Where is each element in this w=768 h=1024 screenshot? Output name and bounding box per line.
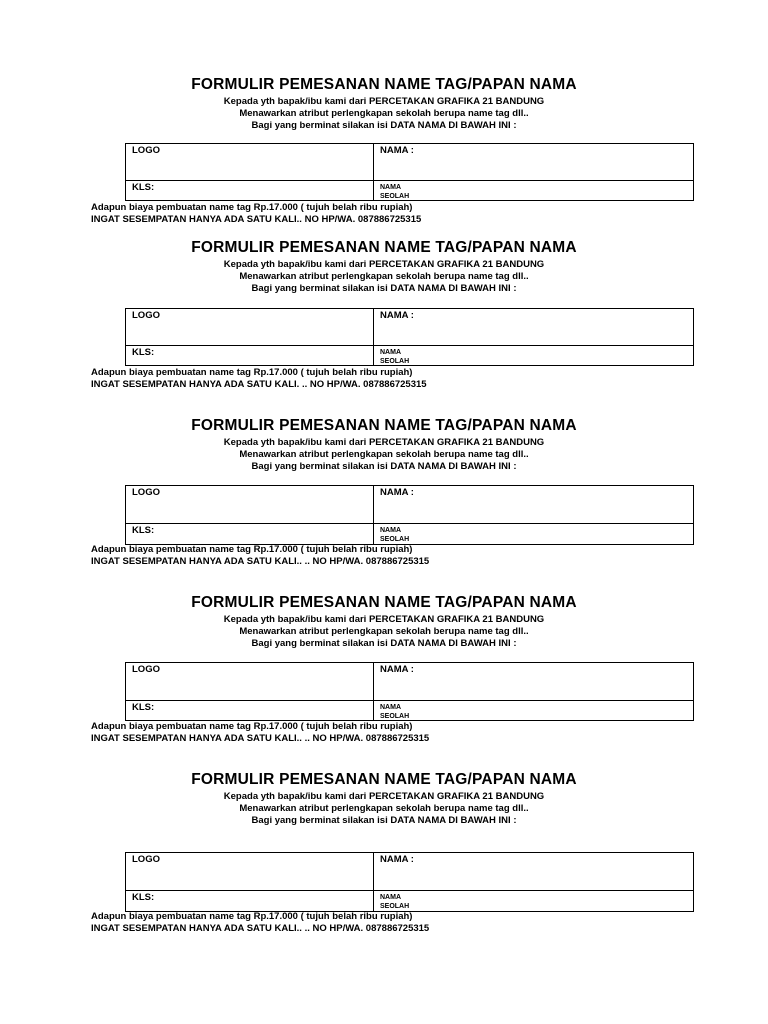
nama-cell[interactable]	[374, 663, 693, 701]
contact-note: INGAT SESEMPATAN HANYA ADA SATU KALI.. .. NO HP/WA. 087886725315	[91, 923, 430, 934]
form-title: FORMULIR PEMESANAN NAME TAG/PAPAN NAMA	[191, 771, 577, 788]
form-title: FORMULIR PEMESANAN NAME TAG/PAPAN NAMA	[191, 76, 577, 93]
intro-line-offer: Menawarkan atribut perlengkapan sekolah berupa name tag dll..	[239, 803, 529, 814]
small-nama-label: NAMA	[380, 349, 401, 356]
logo-label: LOGO	[132, 854, 160, 865]
kls-cell[interactable]	[126, 345, 374, 365]
intro-line-offer: Menawarkan atribut perlengkapan sekolah berupa name tag dll..	[239, 108, 529, 119]
intro-line-instruction: Bagi yang berminat silakan isi DATA NAMA DI BAWAH INI :	[251, 120, 517, 131]
kls-cell[interactable]	[126, 180, 374, 200]
contact-note: INGAT SESEMPATAN HANYA ADA SATU KALI.. NO HP/WA. 087886725315	[91, 214, 422, 225]
contact-note: INGAT SESEMPATAN HANYA ADA SATU KALI.. .. NO HP/WA. 087886725315	[91, 733, 430, 744]
order-table	[125, 485, 694, 545]
small-nama-label: NAMA	[380, 184, 401, 191]
nama-cell[interactable]	[374, 853, 693, 891]
intro-line-instruction: Bagi yang berminat silakan isi DATA NAMA DI BAWAH INI :	[251, 815, 517, 826]
form-title: FORMULIR PEMESANAN NAME TAG/PAPAN NAMA	[191, 417, 577, 434]
small-sekolah-label: SEOLAH	[380, 358, 410, 365]
kls-label: KLS:	[132, 525, 155, 536]
intro-line-greeting: Kepada yth bapak/ibu kami dari PERCETAKAN GRAFIKA 21 BANDUNG	[223, 791, 545, 802]
nama-label: NAMA :	[380, 145, 414, 156]
nama-label: NAMA :	[380, 487, 414, 498]
intro-line-greeting: Kepada yth bapak/ibu kami dari PERCETAKAN GRAFIKA 21 BANDUNG	[223, 96, 545, 107]
form-title: FORMULIR PEMESANAN NAME TAG/PAPAN NAMA	[191, 594, 577, 611]
form-title: FORMULIR PEMESANAN NAME TAG/PAPAN NAMA	[191, 239, 577, 256]
intro-line-greeting: Kepada yth bapak/ibu kami dari PERCETAKAN GRAFIKA 21 BANDUNG	[223, 437, 545, 448]
price-note: Adapun biaya pembuatan name tag Rp.17.000 ( tujuh belah ribu rupiah)	[91, 544, 413, 555]
small-sekolah-label: SEOLAH	[380, 536, 410, 543]
logo-label: LOGO	[132, 145, 160, 156]
sekolah-cell[interactable]	[374, 700, 693, 720]
intro-line-greeting: Kepada yth bapak/ibu kami dari PERCETAKAN GRAFIKA 21 BANDUNG	[223, 259, 545, 270]
logo-cell[interactable]	[126, 144, 374, 181]
logo-label: LOGO	[132, 664, 160, 675]
sekolah-cell[interactable]	[374, 180, 693, 200]
kls-cell[interactable]	[126, 890, 374, 911]
order-table	[125, 662, 694, 721]
small-sekolah-label: SEOLAH	[380, 193, 410, 200]
price-note: Adapun biaya pembuatan name tag Rp.17.000 ( tujuh belah ribu rupiah)	[91, 721, 413, 732]
contact-note: INGAT SESEMPATAN HANYA ADA SATU KALI.. .. NO HP/WA. 087886725315	[91, 556, 430, 567]
intro-line-offer: Menawarkan atribut perlengkapan sekolah berupa name tag dll..	[239, 626, 529, 637]
order-table	[125, 143, 694, 201]
sekolah-cell[interactable]	[374, 345, 693, 365]
kls-label: KLS:	[132, 892, 155, 903]
nama-label: NAMA :	[380, 310, 414, 321]
logo-label: LOGO	[132, 310, 160, 321]
intro-line-offer: Menawarkan atribut perlengkapan sekolah berupa name tag dll..	[239, 271, 529, 282]
nama-cell[interactable]	[374, 486, 693, 524]
kls-cell[interactable]	[126, 523, 374, 544]
small-nama-label: NAMA	[380, 704, 401, 711]
nama-label: NAMA :	[380, 664, 414, 675]
intro-line-instruction: Bagi yang berminat silakan isi DATA NAMA DI BAWAH INI :	[251, 638, 517, 649]
intro-line-instruction: Bagi yang berminat silakan isi DATA NAMA DI BAWAH INI :	[251, 461, 517, 472]
small-nama-label: NAMA	[380, 527, 401, 534]
nama-cell[interactable]	[374, 309, 693, 346]
price-note: Adapun biaya pembuatan name tag Rp.17.000 ( tujuh belah ribu rupiah)	[91, 911, 413, 922]
price-note: Adapun biaya pembuatan name tag Rp.17.000 ( tujuh belah ribu rupiah)	[91, 202, 413, 213]
contact-note: INGAT SESEMPATAN HANYA ADA SATU KALI. .. NO HP/WA. 087886725315	[91, 379, 427, 390]
logo-label: LOGO	[132, 487, 160, 498]
nama-label: NAMA :	[380, 854, 414, 865]
logo-cell[interactable]	[126, 486, 374, 524]
nama-cell[interactable]	[374, 144, 693, 181]
logo-cell[interactable]	[126, 663, 374, 701]
small-sekolah-label: SEOLAH	[380, 903, 410, 910]
kls-label: KLS:	[132, 347, 155, 358]
intro-line-instruction: Bagi yang berminat silakan isi DATA NAMA DI BAWAH INI :	[251, 283, 517, 294]
sekolah-cell[interactable]	[374, 890, 693, 911]
logo-cell[interactable]	[126, 853, 374, 891]
sekolah-cell[interactable]	[374, 523, 693, 544]
order-table	[125, 308, 694, 366]
kls-label: KLS:	[132, 182, 155, 193]
small-nama-label: NAMA	[380, 894, 401, 901]
kls-cell[interactable]	[126, 700, 374, 720]
order-table	[125, 852, 694, 912]
small-sekolah-label: SEOLAH	[380, 713, 410, 720]
intro-line-offer: Menawarkan atribut perlengkapan sekolah berupa name tag dll..	[239, 449, 529, 460]
logo-cell[interactable]	[126, 309, 374, 346]
intro-line-greeting: Kepada yth bapak/ibu kami dari PERCETAKAN GRAFIKA 21 BANDUNG	[223, 614, 545, 625]
price-note: Adapun biaya pembuatan name tag Rp.17.000 ( tujuh belah ribu rupiah)	[91, 367, 413, 378]
kls-label: KLS:	[132, 702, 155, 713]
